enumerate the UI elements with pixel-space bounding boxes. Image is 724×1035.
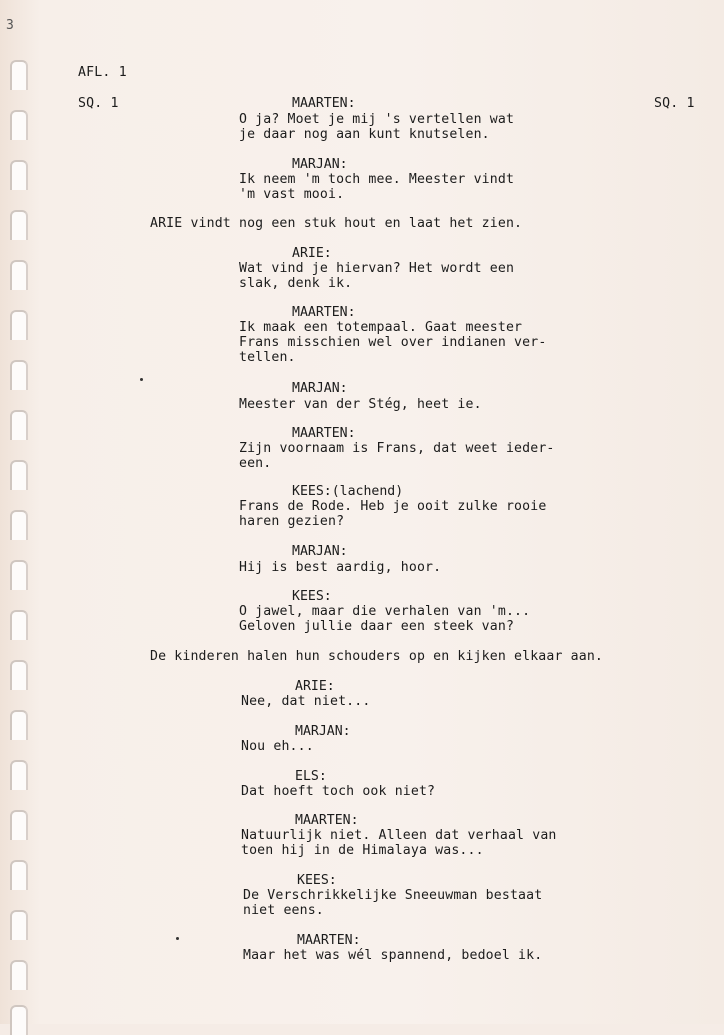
- dialogue-line: tellen.: [239, 350, 296, 365]
- dialogue-line: haren gezien?: [239, 514, 345, 529]
- dialogue-line: Ik neem 'm toch mee. Meester vindt: [239, 172, 515, 187]
- binding-hole: [10, 310, 28, 340]
- dialogue-line: O ja? Moet je mij 's vertellen wat: [239, 112, 515, 127]
- dialogue-line: slak, denk ik.: [239, 276, 353, 291]
- binding-hole: [10, 910, 28, 940]
- binding-holes: [0, 0, 40, 1024]
- dialogue-line: Zijn voornaam is Frans, dat weet ieder-: [239, 441, 555, 456]
- speaker-name: MARJAN:: [292, 544, 348, 559]
- speaker-name: MAARTEN:: [295, 813, 359, 828]
- speaker-name: ARIE:: [295, 679, 335, 694]
- speaker-name: MAARTEN:: [297, 933, 361, 948]
- dialogue-line: Nee, dat niet...: [241, 694, 371, 709]
- speaker-name: MARJAN:: [292, 157, 348, 172]
- dialogue-line: niet eens.: [243, 903, 324, 918]
- binding-hole: [10, 860, 28, 890]
- dialogue-line: Nou eh...: [241, 739, 314, 754]
- speaker-name: KEES:(lachend): [292, 484, 404, 499]
- ink-speck: [176, 937, 179, 940]
- binding-hole: [10, 810, 28, 840]
- binding-hole: [10, 660, 28, 690]
- binding-hole: [10, 610, 28, 640]
- binding-hole: [10, 560, 28, 590]
- dialogue-line: Frans de Rode. Heb je ooit zulke rooie: [239, 499, 547, 514]
- dialogue-line: 'm vast mooi.: [239, 187, 345, 202]
- binding-hole: [10, 1005, 28, 1035]
- stage-direction: De kinderen halen hun schouders op en kijken elkaar aan.: [150, 649, 604, 664]
- binding-hole: [10, 410, 28, 440]
- dialogue-line: toen hij in de Himalaya was...: [241, 843, 484, 858]
- page-corner-mark: 3: [6, 18, 14, 33]
- binding-hole: [10, 360, 28, 390]
- stage-direction: ARIE vindt nog een stuk hout en laat het zien.: [150, 216, 523, 231]
- dialogue-line: Ik maak een totempaal. Gaat meester: [239, 320, 523, 335]
- binding-hole: [10, 260, 28, 290]
- binding-hole: [10, 110, 28, 140]
- dialogue-line: je daar nog aan kunt knutselen.: [239, 127, 490, 142]
- binding-hole: [10, 160, 28, 190]
- speaker-name: MARJAN:: [292, 381, 348, 396]
- binding-hole: [10, 210, 28, 240]
- dialogue-line: Dat hoeft toch ook niet?: [241, 784, 436, 799]
- speaker-name: MAARTEN:: [292, 426, 356, 441]
- dialogue-line: Maar het was wél spannend, bedoel ik.: [243, 948, 543, 963]
- dialogue-line: een.: [239, 456, 272, 471]
- speaker-name: KEES:: [292, 589, 332, 604]
- binding-hole: [10, 60, 28, 90]
- sequence-label-left: SQ. 1: [78, 96, 119, 111]
- ink-speck: [140, 378, 143, 381]
- speaker-name: MAARTEN:: [292, 305, 356, 320]
- speaker-name: ELS:: [295, 769, 327, 784]
- binding-hole: [10, 710, 28, 740]
- binding-hole: [10, 960, 28, 990]
- dialogue-line: De Verschrikkelijke Sneeuwman bestaat: [243, 888, 543, 903]
- binding-hole: [10, 510, 28, 540]
- speaker-name: KEES:: [297, 873, 337, 888]
- binding-hole: [10, 460, 28, 490]
- dialogue-line: Hij is best aardig, hoor.: [239, 560, 442, 575]
- dialogue-line: O jawel, maar die verhalen van 'm...: [239, 604, 531, 619]
- speaker-name: MAARTEN:: [292, 96, 356, 111]
- speaker-name: ARIE:: [292, 246, 332, 261]
- dialogue-line: Wat vind je hiervan? Het wordt een: [239, 261, 515, 276]
- dialogue-line: Frans misschien wel over indianen ver-: [239, 335, 547, 350]
- episode-label: AFL. 1: [78, 65, 127, 80]
- dialogue-line: Geloven jullie daar een steek van?: [239, 619, 515, 634]
- dialogue-line: Natuurlijk niet. Alleen dat verhaal van: [241, 828, 557, 843]
- dialogue-line: Meester van der Stég, heet ie.: [239, 397, 482, 412]
- speaker-name: MARJAN:: [295, 724, 351, 739]
- sequence-label-right: SQ. 1: [654, 96, 695, 111]
- binding-hole: [10, 760, 28, 790]
